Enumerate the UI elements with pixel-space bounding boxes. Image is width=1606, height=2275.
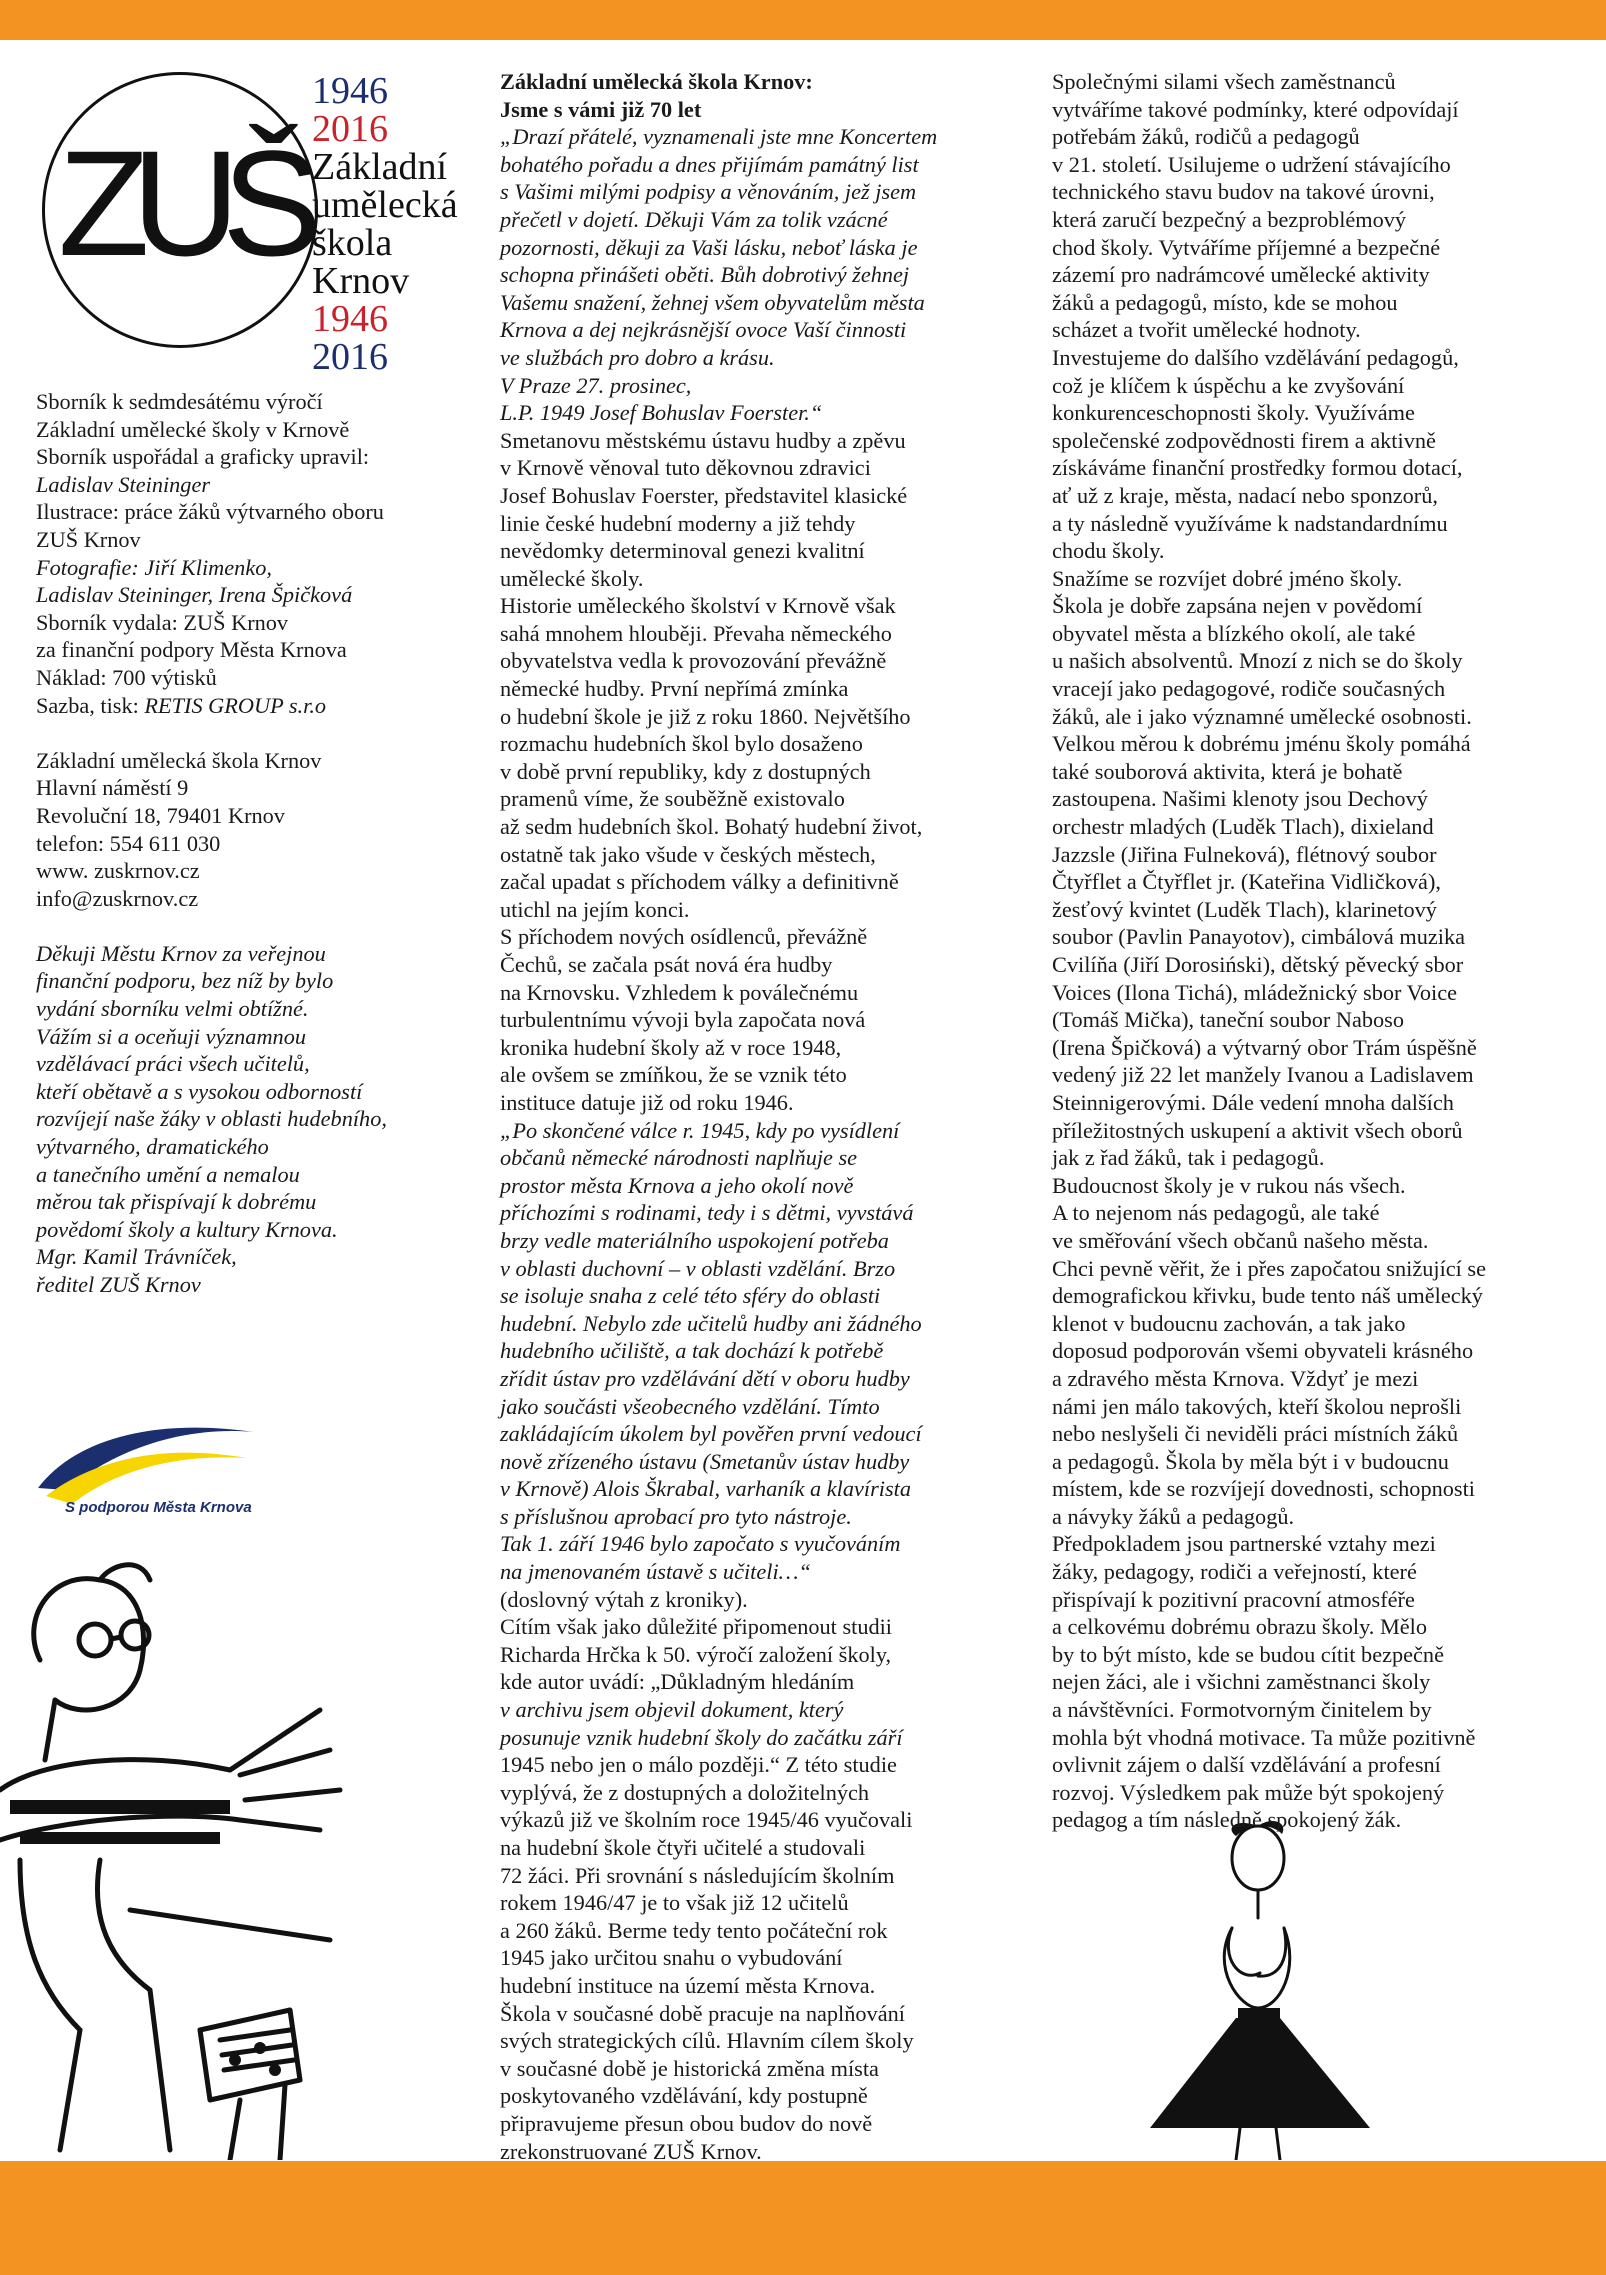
article-line: hudební instituce na území města Krnova. xyxy=(500,1972,876,1998)
article-line: která zaručí bezpečný a bezproblémový xyxy=(1052,206,1407,232)
logo-line: 1946 xyxy=(312,70,388,112)
article-line: Čtyřflet a Čtyřflet jr. (Kateřina Vidličková), xyxy=(1052,869,1441,895)
article-line: Smetanovu městskému ústavu hudby a zpěvu xyxy=(500,427,906,453)
logo-line: umělecká xyxy=(312,184,458,226)
article-line: a pedagogů. Škola by měla být i v budoucnu xyxy=(1052,1448,1449,1474)
article-line: u našich absolventů. Mnozí z nich se do školy xyxy=(1052,648,1463,674)
thanks-line: povědomí školy a kultury Krnova. xyxy=(36,1216,338,1242)
logo-line: 2016 xyxy=(312,336,388,378)
article-line: kde autor uvádí: „Důkladným hledáním xyxy=(500,1669,855,1695)
article-line: Jazzsle (Jiřina Fulneková), flétnový soubor xyxy=(1052,841,1437,867)
article-line: obyvatel města a blízkého okolí, ale také xyxy=(1052,620,1416,646)
article-line: se isoluje snaha z celé této sféry do oblasti xyxy=(500,1283,881,1309)
colophon-line: Sborník uspořádal a graficky upravil: xyxy=(36,444,370,470)
article-line: by to být místo, kde se budou cítit bezpečně xyxy=(1052,1641,1444,1667)
left-column xyxy=(36,388,476,1299)
article-line: Snažíme se rozvíjet dobré jméno školy. xyxy=(1052,565,1403,591)
article-line: nevědomky determinoval genezi kvalitní xyxy=(500,538,865,564)
article-line: klenot v budoucnu zachován, a tak jako xyxy=(1052,1310,1406,1336)
colophon-line: Sborník vydala: ZUŠ Krnov xyxy=(36,609,289,635)
article-line: Škola v současné době pracuje na naplňování xyxy=(500,2000,905,2026)
article-line: žáků, ale i jako významné umělecké osobnosti. xyxy=(1052,703,1472,729)
article-line: přečetl v dojetí. Děkuji Vám za tolik vzácné xyxy=(500,206,888,232)
article-body-part1 xyxy=(500,123,1020,2165)
article-line: kronika hudební školy až v roce 1948, xyxy=(500,1034,842,1060)
article-line: příležitostných uskupení a aktivit všech oborů xyxy=(1052,1117,1463,1143)
article-line: Cítím však jako důležité připomenout studii xyxy=(500,1614,893,1640)
article-line: přispívají k pozitivní pracovní atmosféře xyxy=(1052,1586,1415,1612)
article-line: vytváříme takové podmínky, které odpovídají xyxy=(1052,96,1459,122)
logo-line: Základní xyxy=(312,146,448,188)
support-logo-text: S podporou Města Krnova xyxy=(65,1499,252,1516)
colophon-line: Fotografie: Jiří Klimenko, xyxy=(36,554,272,580)
article-title-line: Jsme s vámi již 70 let xyxy=(500,96,702,122)
article-line: jak z řad žáků, tak i pedagogů. xyxy=(1052,1145,1325,1171)
school-address xyxy=(36,747,476,913)
conductor-illustration xyxy=(0,1560,400,2160)
article-line: „Po skončené válce r. 1945, kdy po vysídlení xyxy=(500,1117,900,1143)
article-line: 1945 jako určitou snahu o vybudování xyxy=(500,1945,843,1971)
article-line: hudebního učiliště, a tak dochází k potřebě xyxy=(500,1338,884,1364)
logo-line: Krnov xyxy=(312,260,410,302)
article-line: ve směřování všech občanů našeho města. xyxy=(1052,1227,1429,1253)
logo-monogram: ZUŠ xyxy=(58,119,304,287)
article-line: v oblasti duchovní – v oblasti vzdělání. Brzo xyxy=(500,1255,896,1281)
address-line: Revoluční 18, 79401 Krnov xyxy=(36,802,285,828)
article-line: S příchodem nových osídlenců, převážně xyxy=(500,924,868,950)
article-line: posunuje vznik hudební školy do začátku září xyxy=(500,1724,903,1750)
article-line: o hudební škole je již z roku 1860. Největšího xyxy=(500,703,911,729)
article-line: brzy vedle materiálního uspokojení potřeba xyxy=(500,1227,889,1253)
colophon-line: Ladislav Steininger, Irena Špičková xyxy=(36,582,353,608)
article-body-part2 xyxy=(1052,68,1572,1834)
article-line: a návyky žáků a pedagogů. xyxy=(1052,1503,1295,1529)
colophon-line: za finanční podpory Města Krnova xyxy=(36,637,347,663)
article-line: zakládajícím úkolem byl pověřen první vedoucí xyxy=(500,1421,922,1447)
article-line: poskytovaného vzdělávání, kdy postupně xyxy=(500,2083,868,2109)
article-line: což je klíčem k úspěchu a ke zvyšování xyxy=(1052,372,1405,398)
article-line: A to nejenom nás pedagogů, ale také xyxy=(1052,1200,1380,1226)
article-line: linie české hudební moderny a již tehdy xyxy=(500,510,856,536)
article-line: soubor (Pavlin Panayotov), cimbálová muzika xyxy=(1052,924,1466,950)
thanks-line: rozvíjejí naše žáky v oblasti hudebního, xyxy=(36,1106,387,1132)
article-line: schopna přinášeti oběti. Bůh dobrotivý žehnej xyxy=(500,262,910,288)
article-line: potřebám žáků, rodičů a pedagogů xyxy=(1052,124,1360,150)
article-line: v současné době je historická změna místa xyxy=(500,2055,879,2081)
article-line: Chci pevně věřit, že i přes započatou snižující se xyxy=(1052,1255,1487,1281)
article-line: společenské zodpovědnosti firem a aktivně xyxy=(1052,427,1436,453)
article-line: v Krnově věnoval tuto děkovnou zdravici xyxy=(500,455,871,481)
article-middle-column xyxy=(500,68,1020,2165)
article-line: žesťový kvintet (Luděk Tlach), klarinetový xyxy=(1052,896,1437,922)
article-line: a celkovému dobrému obrazu školy. Mělo xyxy=(1052,1614,1428,1640)
article-line: 72 žáci. Při srovnání s následujícím školním xyxy=(500,1862,895,1888)
article-line: rokem 1946/47 je to však již 12 učitelů xyxy=(500,1890,849,1916)
article-line: Steinnigerovými. Dále vedení mnoha dalších xyxy=(1052,1089,1454,1115)
address-line: Základní umělecká škola Krnov xyxy=(36,747,322,773)
article-line: výkazů již ve školním roce 1945/46 vyučovali xyxy=(500,1807,913,1833)
article-line: doposud podporován všemi obyvateli krásného xyxy=(1052,1338,1474,1364)
article-line: v době první republiky, kdy z dostupných xyxy=(500,758,871,784)
thanks-line: ředitel ZUŠ Krnov xyxy=(36,1272,201,1297)
article-line: až sedm hudebních škol. Bohatý hudební život, xyxy=(500,814,923,840)
article-line: turbulentnímu vývoji byla započata nová xyxy=(500,1007,866,1033)
article-line: Richarda Hrčka k 50. výročí založení školy, xyxy=(500,1641,892,1667)
thanks-line: vydání sborníku velmi obtížné. xyxy=(36,996,309,1022)
article-line: bohatého pořadu a dnes přijímám památný list xyxy=(500,151,919,177)
article-line: Investujeme do dalšího vzdělávání pedagogů, xyxy=(1052,344,1459,370)
article-line: scházet a tvořit umělecké hodnoty. xyxy=(1052,317,1361,343)
article-line: námi jen málo takových, kteří školou neprošli xyxy=(1052,1393,1462,1419)
article-line: (Tomáš Mička), taneční soubor Naboso xyxy=(1052,1007,1405,1033)
address-line: info@zuskrnov.cz xyxy=(36,885,199,911)
director-thanks xyxy=(36,940,476,1299)
article-line: začal upadat s příchodem války a definitivně xyxy=(500,869,899,895)
article-line: ostatně tak jako všude v českých městech, xyxy=(500,841,876,867)
article-line: rozmachu hudebních škol bylo dosaženo xyxy=(500,731,863,757)
article-line: vracejí jako pedagogové, rodiče současných xyxy=(1052,676,1446,702)
article-line: demografickou křivku, bude tento náš umělecký xyxy=(1052,1283,1483,1309)
article-line: Budoucnost školy je v rukou nás všech. xyxy=(1052,1172,1406,1198)
article-line: na hudební škole čtyři učitelé a studovali xyxy=(500,1835,866,1860)
article-line: mohla být vhodná motivace. Ta může pozitivně xyxy=(1052,1724,1476,1750)
article-line: a ty následně využíváme k nadstandardnímu xyxy=(1052,510,1448,536)
article-line: Cvilíňa (Jiří Dorosiński), dětský pěvecký sbor xyxy=(1052,952,1464,977)
article-line: sahá mnohem hlouběji. Převaha německého xyxy=(500,620,892,646)
article-line: místem, kde se rozvíjejí dovednosti, schopnosti xyxy=(1052,1476,1475,1502)
article-line: pozornosti, děkuji za Vaši lásku, neboť láska je xyxy=(500,234,918,260)
article-line: občanů německé národnosti naplňuje se xyxy=(500,1145,858,1171)
article-line: chodu školy. xyxy=(1052,538,1165,564)
article-line: žáky, pedagogy, rodiči a veřejností, které xyxy=(1052,1559,1417,1585)
colophon-line: Ladislav Steininger xyxy=(36,471,211,497)
thanks-line: Děkuji Městu Krnov za veřejnou xyxy=(36,940,326,966)
article-line: 1945 nebo jen o málo později.“ Z této studie xyxy=(500,1752,897,1778)
logo-line: 1946 xyxy=(312,298,388,340)
bottom-orange-band xyxy=(0,2161,1606,2275)
address-line: www. zuskrnov.cz xyxy=(36,858,200,884)
colophon-line: Náklad: 700 výtisků xyxy=(36,664,217,690)
article-line: L.P. 1949 Josef Bohuslav Foerster.“ xyxy=(500,400,823,426)
article-line: Škola je dobře zapsána nejen v povědomí xyxy=(1052,593,1423,619)
thanks-line: měrou tak přispívají k dobrému xyxy=(36,1189,317,1215)
article-line: příchozími s rodinami, tedy i s dětmi, vyvstává xyxy=(500,1200,914,1226)
article-line: obyvatelstva vedla k provozování převážně xyxy=(500,648,887,674)
thanks-line: výtvarného, dramatického xyxy=(36,1134,269,1160)
article-line: ať už z kraje, města, nadací nebo sponzorů, xyxy=(1052,482,1438,508)
logo-text-block xyxy=(312,72,458,376)
article-line: nejen žáci, ale i všichni zaměstnanci školy xyxy=(1052,1669,1431,1695)
article-line: s příslušnou aprobací pro tyto nástroje. xyxy=(500,1503,852,1529)
article-line: v Krnově) Alois Škrabal, varhaník a klavírista xyxy=(500,1476,912,1502)
thanks-line: a tanečního umění a nemalou xyxy=(36,1161,300,1187)
article-line: vedený již 22 let manžely Ivanou a Ladislavem xyxy=(1052,1062,1474,1088)
address-line: Hlavní náměstí 9 xyxy=(36,775,189,801)
article-line: také souborová aktivita, která je bohatě xyxy=(1052,758,1403,784)
article-line: zrekonstruované ZUŠ Krnov. xyxy=(500,2138,762,2164)
article-line: a 260 žáků. Berme tedy tento počáteční rok xyxy=(500,1917,888,1943)
article-line: zázemí pro nadrámcové umělecké aktivity xyxy=(1052,262,1430,288)
article-line: Velkou měrou k dobrému jménu školy pomáhá xyxy=(1052,731,1471,757)
article-line: a zdravého města Krnova. Vždyť je mezi xyxy=(1052,1365,1419,1391)
thanks-line: kteří obětavě a s vysokou odborností xyxy=(36,1078,363,1104)
article-line: a návštěvníci. Formotvorným činitelem by xyxy=(1052,1697,1432,1723)
article-line: nebo neslyšeli či neviděli práci místních žáků xyxy=(1052,1421,1459,1447)
article-line: konkurenceschopnosti školy. Využíváme xyxy=(1052,400,1415,426)
city-support-logo xyxy=(36,1418,286,1538)
article-line: umělecké školy. xyxy=(500,565,644,591)
article-line: Krnova a dej nejkrásnější ovoce Vaší činnosti xyxy=(500,317,907,343)
thanks-line: Mgr. Kamil Trávníček, xyxy=(36,1244,237,1270)
article-line: v 21. století. Usilujeme o udržení stávajícího xyxy=(1052,151,1451,177)
support-swoosh-graphic xyxy=(36,1418,286,1508)
article-line: pramenů víme, že souběžně existovalo xyxy=(500,786,845,812)
article-line: prostor města Krnova a jeho okolí nově xyxy=(500,1172,854,1198)
article-line: chod školy. Vytváříme příjemné a bezpečné xyxy=(1052,234,1441,260)
article-line: instituce datuje již od roku 1946. xyxy=(500,1089,794,1115)
article-line: nově zřízeného ústavu (Smetanův ústav hudby xyxy=(500,1448,910,1474)
article-line: připravujeme přesun obou budov do nově xyxy=(500,2110,873,2136)
article-right-column xyxy=(1052,68,1572,1834)
article-line: Předpokladem jsou partnerské vztahy mezi xyxy=(1052,1531,1436,1557)
address-line: telefon: 554 611 030 xyxy=(36,830,221,856)
colophon xyxy=(36,388,476,719)
colophon-line: Ilustrace: práce žáků výtvarného oboru xyxy=(36,499,384,525)
article-line: orchestr mladých (Luděk Tlach), dixieland xyxy=(1052,814,1434,840)
thanks-line: Vážím si a oceňuji významnou xyxy=(36,1023,307,1049)
thanks-line: finanční podporu, bez níž by bylo xyxy=(36,968,334,994)
article-line: Josef Bohuslav Foerster, představitel klasické xyxy=(500,482,908,508)
logo-line: 2016 xyxy=(312,108,388,150)
article-title-line: Základní umělecká škola Krnov: xyxy=(500,69,813,94)
article-line: vyplývá, že z dostupných a doložitelných xyxy=(500,1779,870,1805)
article-line: svých strategických cílů. Hlavním cílem školy xyxy=(500,2028,914,2054)
article-line: ale ovšem se zmíňkou, že se vznik této xyxy=(500,1062,847,1088)
article-line: utichl na jejím konci. xyxy=(500,896,690,922)
article-line: hudební. Nebylo zde učitelů hudby ani žádného xyxy=(500,1310,922,1336)
article-line: Vašemu snažení, žehnej všem obyvatelům města xyxy=(500,289,925,315)
article-line: v archivu jsem objevil dokument, který xyxy=(500,1697,844,1723)
article-line: Historie uměleckého školství v Krnově však xyxy=(500,593,896,619)
article-line: zastoupena. Našimi klenoty jsou Dechový xyxy=(1052,786,1428,812)
article-line: německé hudby. První nepřímá zmínka xyxy=(500,676,849,702)
article-title xyxy=(500,68,1020,123)
article-line: rozvoj. Výsledkem pak může být spokojený xyxy=(1052,1779,1445,1805)
logo-line: škola xyxy=(312,222,393,264)
thanks-line: vzdělávací práci všech učitelů, xyxy=(36,1051,310,1077)
article-line: (Irena Špičková) a výtvarný obor Trám úspěšně xyxy=(1052,1034,1477,1060)
article-line: zřídit ústav pro vzdělávání dětí v oboru hudby xyxy=(500,1365,910,1391)
colophon-line: Základní umělecké školy v Krnově xyxy=(36,416,350,442)
article-line: technického stavu budov na takové úrovni, xyxy=(1052,179,1435,205)
article-line: Společnými silami všech zaměstnanců xyxy=(1052,69,1396,94)
article-line: jako součásti všeobecného vzdělání. Tímto xyxy=(500,1393,880,1419)
ballerina-illustration xyxy=(1140,1808,1380,2160)
article-line: ve službách pro dobro a krásu. xyxy=(500,344,775,370)
article-line: „Drazí přátelé, vyznamenali jste mne Koncertem xyxy=(500,124,938,150)
article-line: pedagog a tím následně spokojený žák. xyxy=(1052,1807,1402,1833)
colophon-line: Sborník k sedmdesátému výročí xyxy=(36,389,323,414)
top-orange-band xyxy=(0,0,1606,40)
zus-logo xyxy=(40,62,460,378)
article-line: (doslovný výtah z kroniky). xyxy=(500,1586,748,1612)
article-line: Čechů, se začala psát nová éra hudby xyxy=(500,952,833,977)
article-line: na Krnovsku. Vzhledem k poválečnému xyxy=(500,979,859,1005)
colophon-line: ZUŠ Krnov xyxy=(36,526,141,552)
article-line: s Vašimi milými podpisy a věnováním, jež jsem xyxy=(500,179,917,205)
article-line: ovlivnit zájem o další vzdělávání a profesní xyxy=(1052,1752,1441,1778)
article-line: V Praze 27. prosinec, xyxy=(500,372,692,398)
colophon-line: Sazba, tisk: RETIS GROUP s.r.o xyxy=(36,692,327,718)
article-line: na jmenovaném ústavě s učiteli…“ xyxy=(500,1559,811,1585)
article-line: Tak 1. září 1946 bylo započato s vyučováním xyxy=(500,1531,901,1557)
article-line: získáváme finanční prostředky formou dotací, xyxy=(1052,455,1463,481)
article-line: žáků a pedagogů, místo, kde se mohou xyxy=(1052,289,1398,315)
article-line: Voices (Ilona Tichá), mládežnický sbor Voice xyxy=(1052,979,1457,1005)
